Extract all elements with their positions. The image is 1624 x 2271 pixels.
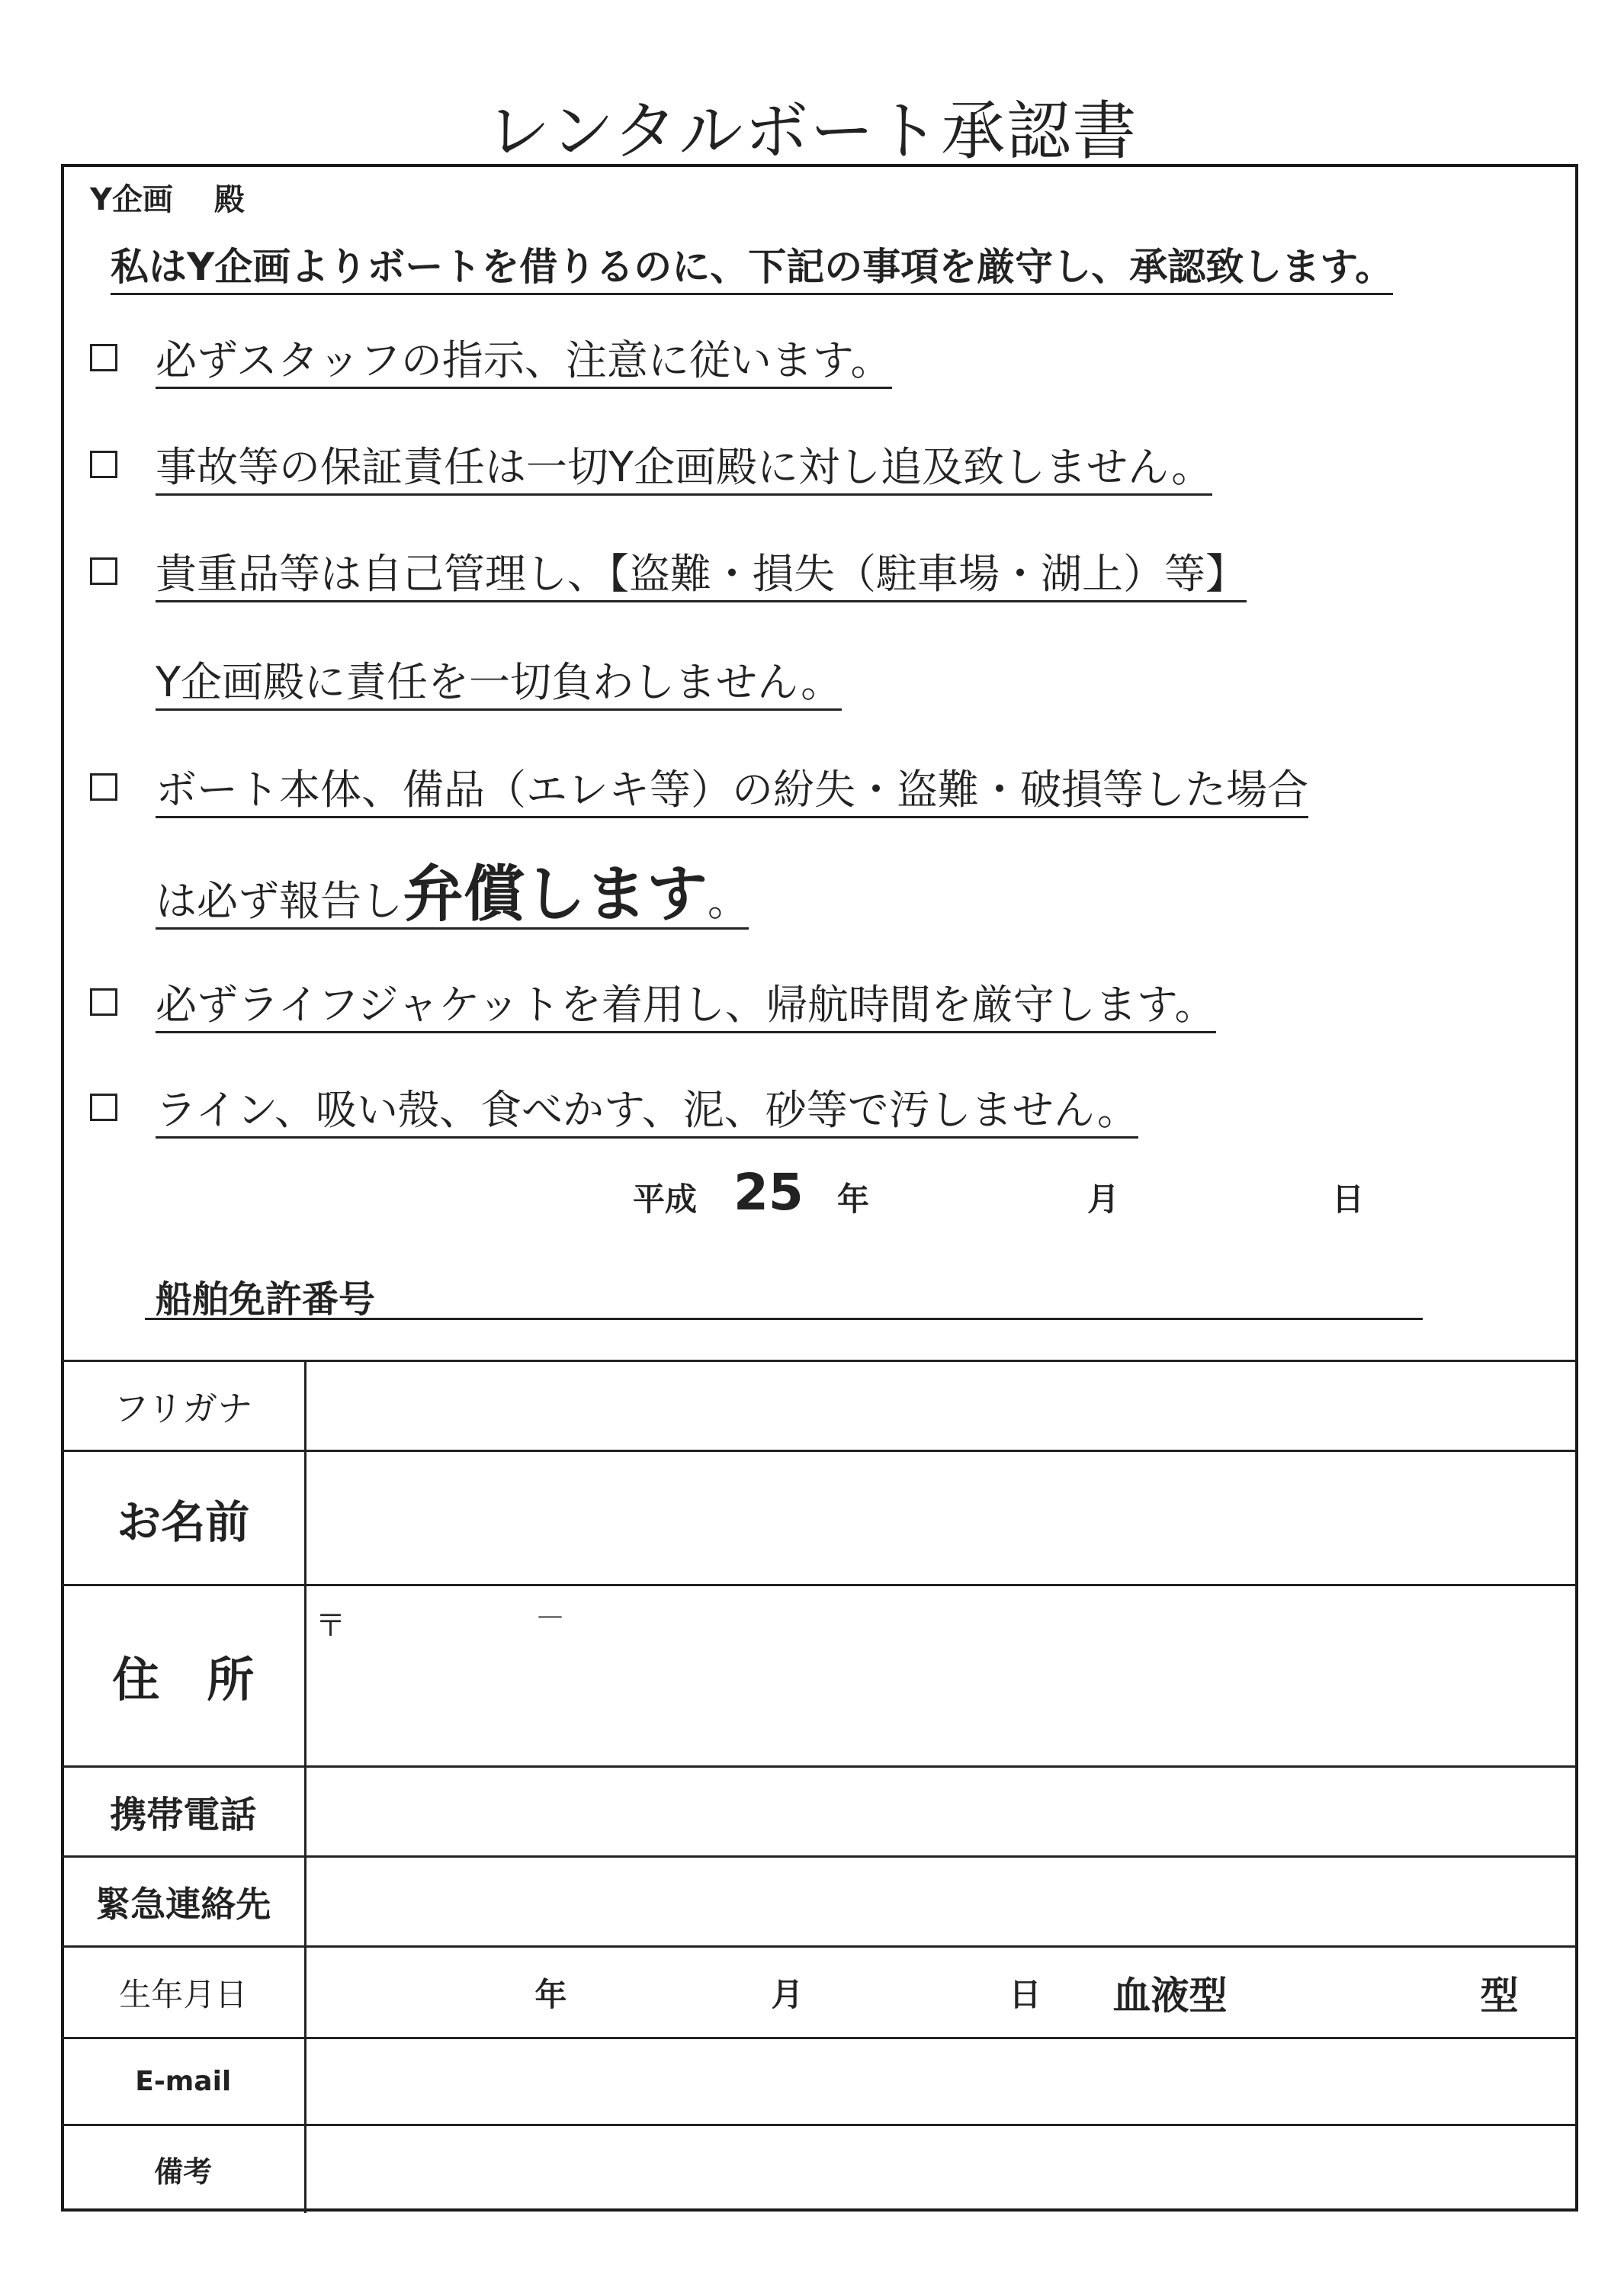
birth-month-unit: 月 <box>771 1975 804 2013</box>
agreement-item-3 <box>90 541 1247 600</box>
item-1-text: 必ずスタッフの指示、注意に従います。 <box>156 336 892 389</box>
address-field[interactable] <box>305 1585 1577 1767</box>
checkbox-6[interactable] <box>90 1094 117 1121</box>
postal-mark: 〒 <box>315 1608 346 1643</box>
checkbox-1[interactable] <box>90 344 117 371</box>
address-label: 住 所 <box>63 1585 305 1767</box>
remarks-field[interactable] <box>305 2125 1577 2213</box>
agreement-item-3-cont <box>156 650 842 708</box>
checkbox-4[interactable] <box>90 773 117 801</box>
date-month-unit: 月 <box>1087 1180 1120 1218</box>
birth-day-unit: 日 <box>1009 1975 1041 2013</box>
agreement-item-5 <box>90 972 1216 1031</box>
email-field[interactable] <box>305 2038 1577 2125</box>
item-3-text-line2: Y企画殿に責任を一切負わしません。 <box>156 658 842 711</box>
name-field[interactable] <box>305 1451 1577 1585</box>
date-year-unit: 年 <box>837 1180 870 1218</box>
item-4-suffix: 。 <box>708 877 749 925</box>
date-day-unit: 日 <box>1332 1180 1365 1218</box>
item-4-text: ボート本体、備品（エレキ等）の紛失・盗難・破損等した場合 <box>156 766 1308 818</box>
license-number-label: 船舶免許番号 <box>156 1278 376 1321</box>
blood-type-label: 血液型 <box>1112 1973 1228 2018</box>
furigana-label: フリガナ <box>63 1361 305 1451</box>
mobile-field[interactable] <box>305 1767 1577 1857</box>
agreement-item-4 <box>90 757 1308 816</box>
item-4-text-line2 <box>156 859 749 930</box>
item-2-text: 事故等の保証責任は一切Y企画殿に対し追及致しません。 <box>156 443 1212 496</box>
agreement-item-4-cont <box>156 845 749 933</box>
date-era: 平成 <box>633 1180 698 1218</box>
item-6-text: ライン、吸い殻、食べかす、泥、砂等で汚しません。 <box>156 1086 1138 1139</box>
email-label: E-mail <box>63 2038 305 2125</box>
blood-type-unit: 型 <box>1480 1973 1519 2018</box>
emergency-contact-field[interactable] <box>305 1857 1577 1947</box>
mobile-label: 携帯電話 <box>63 1767 305 1857</box>
postal-dash: － <box>534 1601 566 1636</box>
checkbox-5[interactable] <box>90 988 117 1016</box>
furigana-field[interactable] <box>305 1361 1577 1451</box>
name-label: お名前 <box>63 1451 305 1585</box>
date-year: 25 <box>733 1163 804 1222</box>
applicant-form <box>63 1360 1577 2213</box>
item-4-emphasis: 弁償します <box>403 859 708 930</box>
checkbox-3[interactable] <box>90 557 117 585</box>
item-3-text: 貴重品等は自己管理し、【盗難・損失（駐車場・湖上）等】 <box>156 550 1247 602</box>
agreement-item-1 <box>90 328 892 387</box>
birth-year-unit: 年 <box>534 1975 567 2013</box>
checkbox-2[interactable] <box>90 451 117 478</box>
birthday-label: 生年月日 <box>63 1947 305 2038</box>
remarks-label: 備考 <box>63 2125 305 2213</box>
license-number-field[interactable] <box>145 1318 1423 1320</box>
item-4-prefix: は必ず報告し <box>156 877 403 925</box>
addressee: Y企画 殿 <box>90 182 245 217</box>
agreement-item-6 <box>90 1078 1138 1136</box>
birthday-field[interactable] <box>305 1947 1577 2038</box>
emergency-contact-label: 緊急連絡先 <box>63 1857 305 1947</box>
document-title: レンタルボート承認書 <box>486 94 1138 169</box>
item-5-text: 必ずライフジャケットを着用し、帰航時間を厳守します。 <box>156 981 1216 1033</box>
intro-statement: 私はY企画よりボートを借りるのに、下記の事項を厳守し、承認致します。 <box>111 236 1393 295</box>
agreement-item-2 <box>90 435 1212 493</box>
